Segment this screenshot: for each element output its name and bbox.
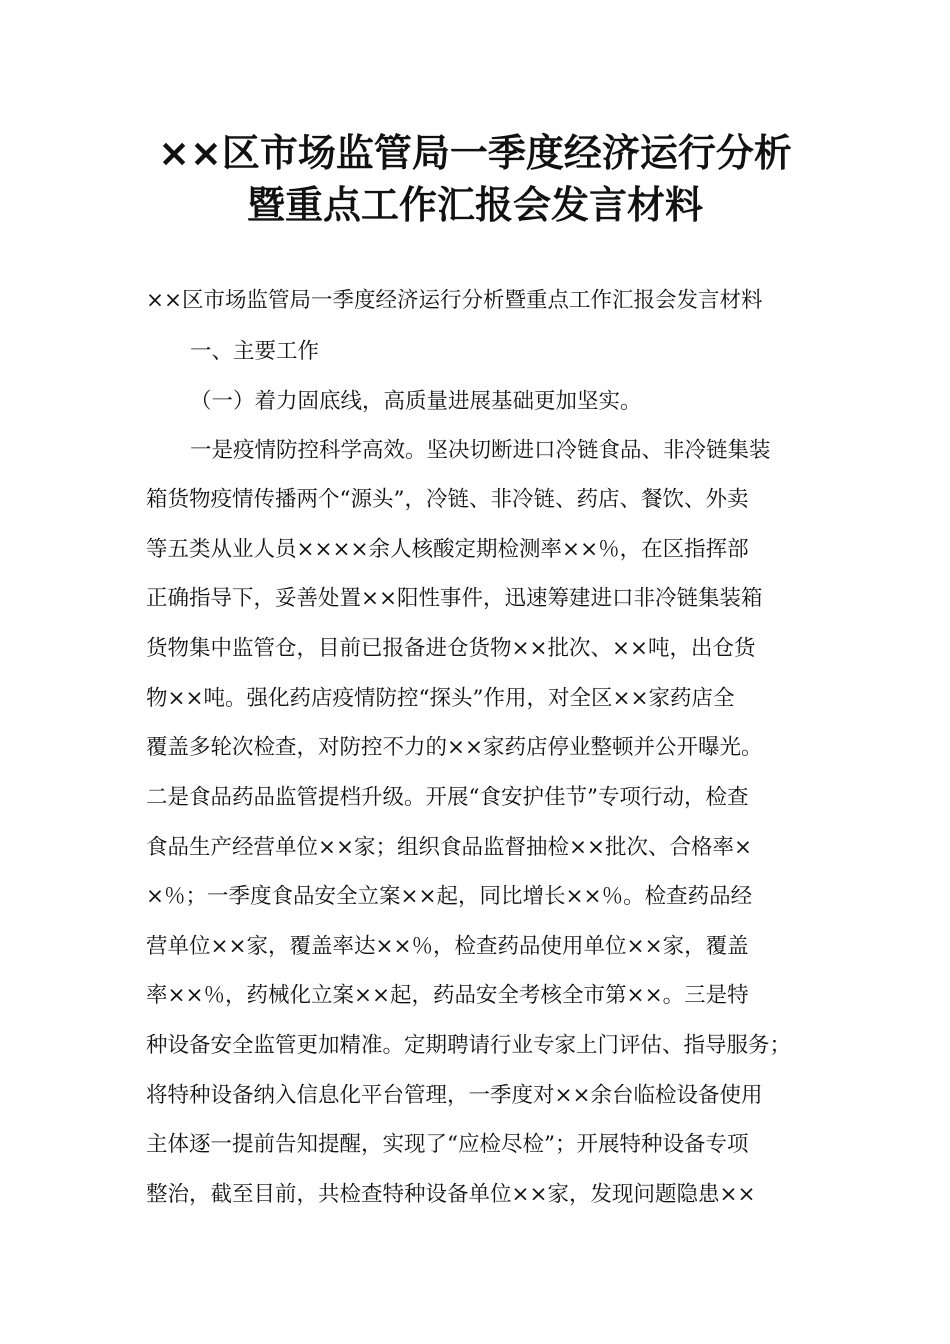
paragraph-line: 率××％，药械化立案××起，药品安全考核全市第××。三是特 [146,983,749,1008]
paragraph-line: ×％；一季度食品安全立案××起，同比增长××％。检查药品经 [146,884,753,909]
paragraph-line: 正确指导下，妥善处置××阳性事件，迅速筹建进口非冷链集装箱 [146,586,763,611]
paragraph-line: 箱货物疫情传播两个“源头”，冷链、非冷链、药店、餐饮、外卖 [146,487,749,512]
paragraph-line: 一是疫情防控科学高效。坚决切断进口冷链食品、非冷链集装 [190,438,771,463]
paragraph-line: 货物集中监管仓，目前已报备进仓货物××批次、××吨，出仓货 [146,636,756,661]
paragraph-line: 营单位××家，覆盖率达××％，检查药品使用单位××家，覆盖 [146,934,749,959]
subsection-heading: （一）着力固底线，高质量进展基础更加坚实。 [190,389,642,414]
paragraph-line: 食品生产经营单位××家；组织食品监督抽检××批次、合格率× [146,835,753,860]
paragraph-line: 主体逐一提前告知提醒，实现了“应检尽检”；开展特种设备专项 [146,1132,749,1157]
paragraph-line: 二是食品药品监管提档升级。开展“食安护佳节”专项行动，检查 [146,785,749,810]
section-heading: 一、主要工作 [190,339,320,364]
document-subtitle: ××区市场监管局一季度经济运行分析暨重点工作汇报会发言材料 [146,288,763,313]
paragraph-line: 物××吨。强化药店疫情防控“探头”作用，对全区××家药店全 [146,686,735,711]
paragraph-line: 等五类从业人员××××余人核酸定期检测率××％，在区指挥部 [146,537,749,562]
paragraph-line: 种设备安全监管更加精准。定期聘请行业专家上门评估、指导服务； [146,1033,792,1058]
paragraph-line: 整治，截至目前，共检查特种设备单位××家，发现问题隐患×× [146,1182,756,1207]
document-title-line-1: ××区市场监管局一季度经济运行分析 [158,131,792,175]
paragraph-line: 覆盖多轮次检查，对防控不力的××家药店停业整顿并公开曝光。 [146,735,763,760]
document-title-line-2: 暨重点工作汇报会发言材料 [246,183,703,227]
paragraph-line: 将特种设备纳入信息化平台管理，一季度对××余台临检设备使用 [146,1083,763,1108]
